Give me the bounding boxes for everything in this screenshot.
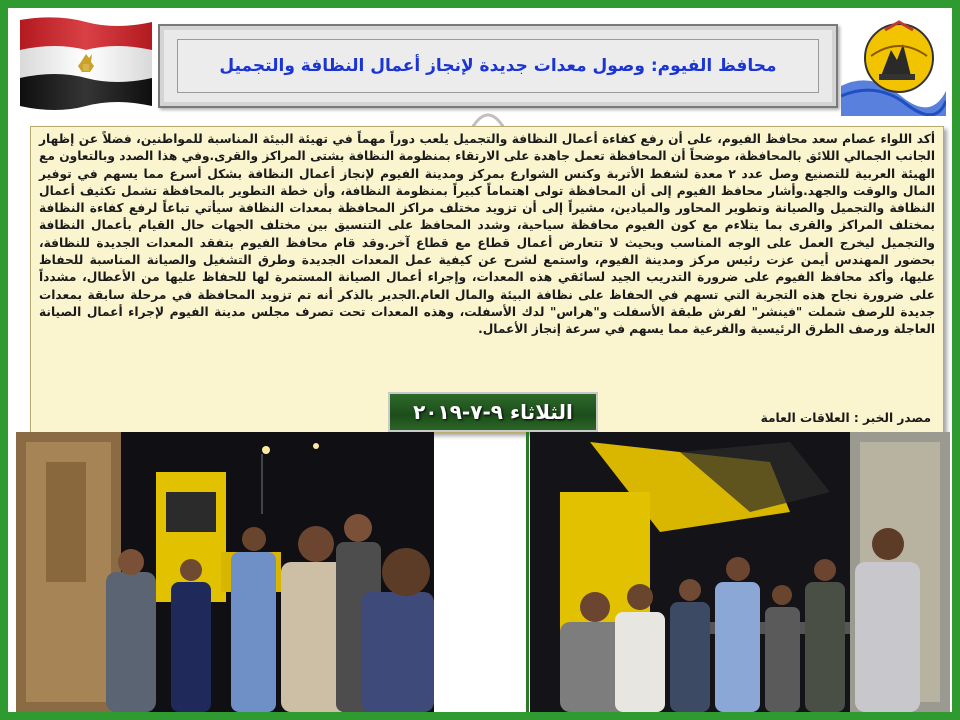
title-box [158, 24, 838, 108]
connector-ring-icon [470, 108, 506, 128]
photo-equipment-inspection-right [530, 432, 950, 712]
article-body: أكد اللواء عصام سعد محافظ الفيوم، على أن رفع كفاءة أعمال النظافة والتجميل يلعب دوراً مهماً في تهيئة البيئة المناسبة للمواطنين، فضلاً عن إظهار الجانب الجمالي اللائق بالمحافظة، موضحاً أن المحافظة تعمل جاهدة على الارتقاء بمنظومة النظافة بشتى المراكز والقرى.وفي هذا الصدد وبالتعاون مع الهيئة العربية للتصنيع وصل عدد ٢ معدة لشفط الأتربة وكنس الشوارع بمركز ومدينة الفيوم لإنجاز أعمال النظافة بشكل أسرع مما يسهم في توفير المال والوقت والجهد.وأشار محافظ الفيوم إلى أن المحافظة تولى اهتماماً كبيراً بمنظومة النظافة، وأن خطة التطوير بالمحافظة تشمل تكثيف أعمال النظافة والتجميل والصيانة وتطوير المحاور والميادين، مشيراً إلى أن تزويد مختلف مراكز المحافظة بمعدات النظافة سيأتي تباعاً لرفع كفاءة النظافة بمختلف المراكز والقرى بما يتلاءم مع كون الفيوم محافظة سياحية، وشدد المحافظ على التنسيق بين مختلف الجهات حال القيام بأعمال النظافة والتجميل ليخرج العمل على الوجه المناسب وبحيث لا تتعارض أعمال قطاع مع قطاع آخر.وقد قام محافظ الفيوم بتفقد المعدات الجديدة للنظافة، بحضور المهندس أيمن عزت رئيس مركز ومدينة الفيوم، واستمع لشرح عن كيفية عمل المعدات الجديدة وطرق التشغيل والصيانة المناسبة للحفاظ عليها، وأكد محافظ الفيوم على ضرورة التدريب الجيد لسائقي هذه المعدات، وإجراء أعمال الصيانة المستمرة لها للحفاظ عليها من الأعطال، مشدداً على ضرورة نجاح هذه التجربة التي تسهم في الحفاظ على نظافة البيئة والمال العام.الجدير بالذكر أنه تم تزويد المحافظة في مرحلة سابقة بمعدات جديدة للرصف شملت "فينشر" لفرش طبقة الأسفلت و"هراس" لدك الأسفلت، وهذه المعدات تحت تصرف مجلس مدينة الفيوم لإجراء أعمال الصيانة العاجلة ورصف الطرق الرئيسية والفرعية مما يسهم في سرعة إنجاز الأعمال. [39, 132, 935, 337]
title-inner-frame [177, 39, 819, 93]
photo-equipment-inspection-left [16, 432, 434, 712]
photo-divider [526, 432, 529, 712]
page-frame [8, 8, 952, 712]
news-article-box [30, 126, 944, 433]
date-text: الثلاثاء ٩-٧-٢٠١٩ [413, 400, 573, 424]
egypt-flag-icon [16, 16, 154, 111]
date-banner [388, 392, 598, 432]
page-title: محافظ الفيوم: وصول معدات جديدة لإنجاز أعمال النظافة والتجميل [219, 56, 777, 76]
fayoum-governorate-logo-icon [841, 16, 946, 116]
article-source: مصدر الخبر : العلاقات العامة [760, 411, 931, 425]
